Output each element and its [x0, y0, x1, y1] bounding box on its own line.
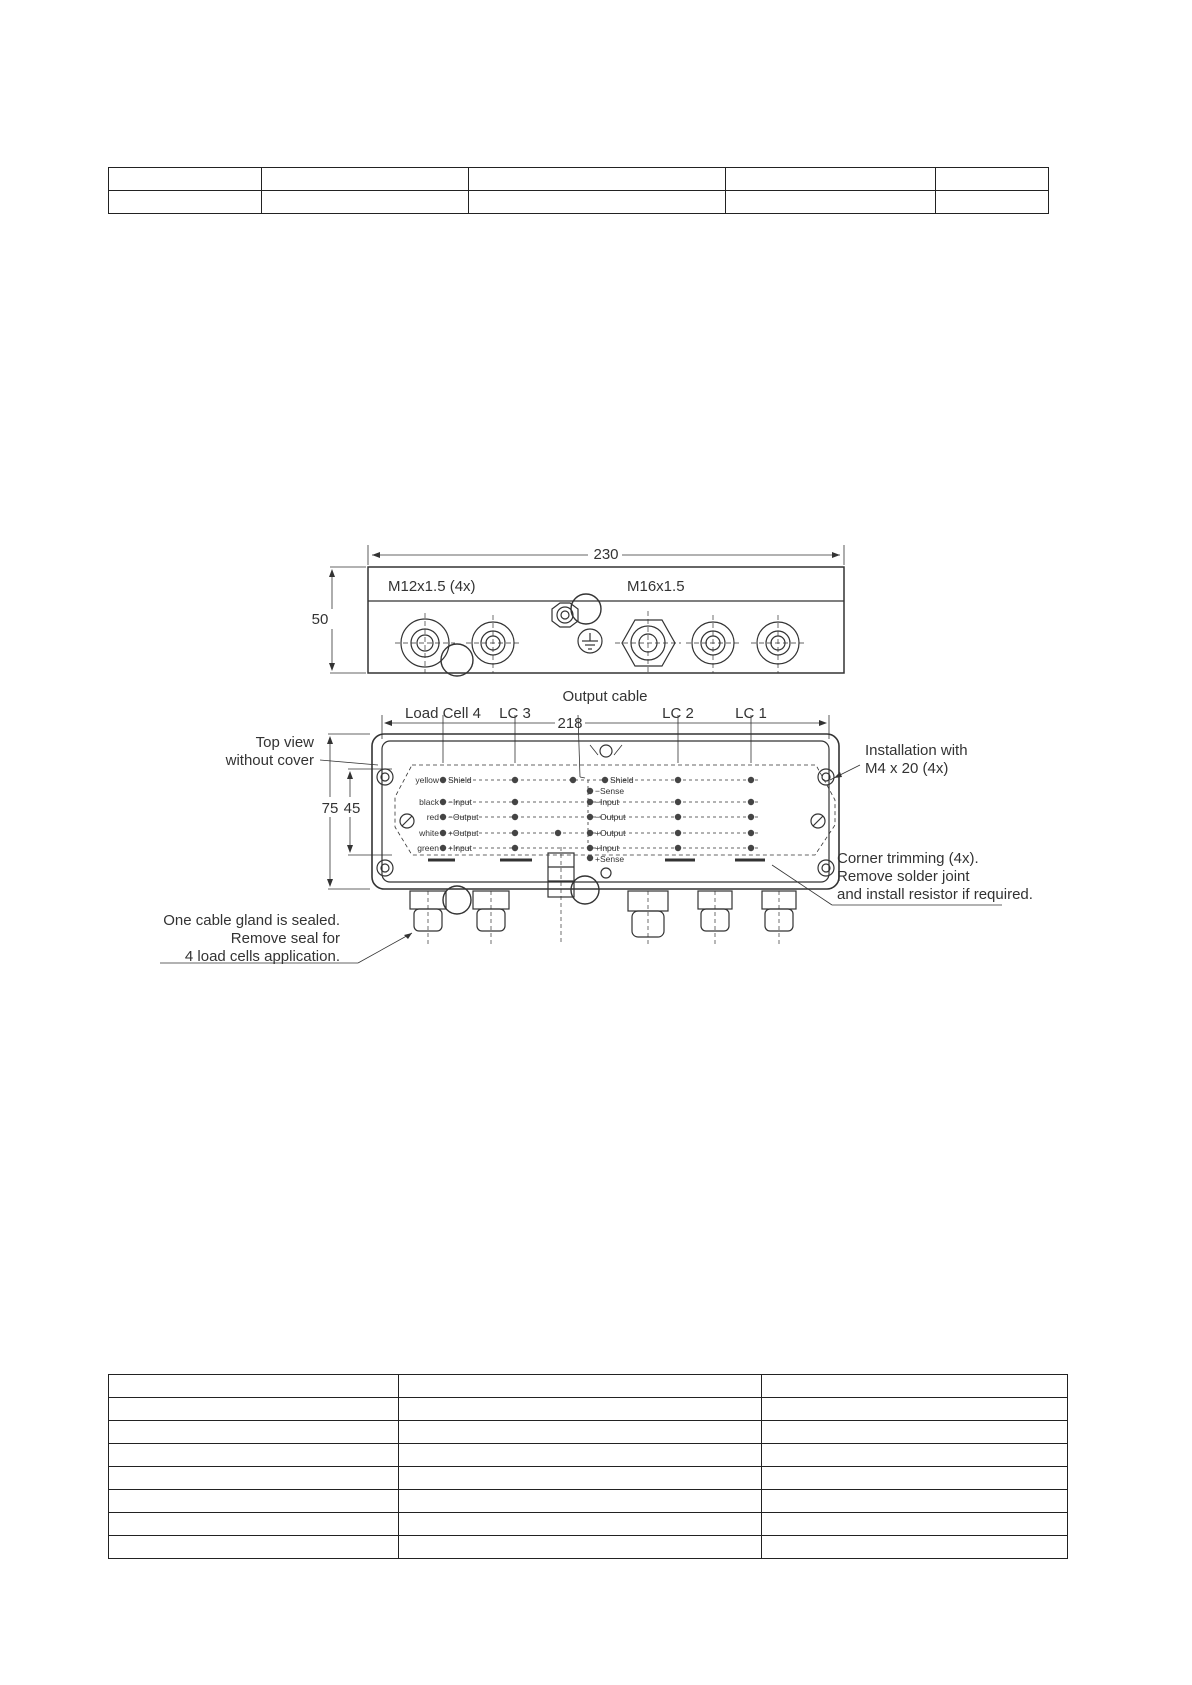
installation-label: Installation with — [865, 742, 968, 759]
table-cell — [762, 1398, 1068, 1421]
table-cell — [399, 1444, 762, 1467]
table-cell — [109, 1444, 399, 1467]
output-cable-label: Output cable — [562, 688, 648, 705]
load-cell-4-label: Load Cell 4 — [405, 705, 481, 722]
table-row — [109, 1467, 1068, 1490]
top-view-label: Top view — [255, 734, 314, 751]
table-cell — [469, 168, 726, 191]
right-terminal-minus-output: −Output — [595, 812, 626, 822]
table-cell — [109, 1513, 399, 1536]
table-row — [109, 1375, 1068, 1398]
gland-highlight-circle — [441, 644, 473, 676]
right-terminal-shield: Shield — [610, 775, 634, 785]
table-cell — [399, 1490, 762, 1513]
table-cell — [399, 1467, 762, 1490]
table-cell — [399, 1398, 762, 1421]
right-terminal-plus-sense: +Sense — [595, 854, 625, 864]
four-cells-label: 4 load cells application. — [184, 948, 340, 965]
table-row — [109, 1398, 1068, 1421]
junction-box-drawing — [160, 535, 1040, 975]
right-terminal-plus-output: +Output — [595, 828, 626, 838]
screw-spec-label: M4 x 20 (4x) — [865, 760, 949, 777]
table-cell — [399, 1421, 762, 1444]
left-terminal-plus-output: +Output — [448, 828, 479, 838]
table-cell — [109, 191, 262, 214]
right-terminal-minus-input: −Input — [595, 797, 619, 807]
table-cell — [469, 191, 726, 214]
left-terminal-plus-input: +Input — [448, 843, 472, 853]
table-row — [109, 1536, 1068, 1559]
table-row — [109, 1421, 1068, 1444]
table-cell — [936, 168, 1049, 191]
table-cell — [762, 1444, 1068, 1467]
dim-45: 45 — [343, 800, 361, 817]
ground-screw — [552, 594, 602, 653]
remove-seal-label: Remove seal for — [230, 930, 340, 947]
wire-color-black: black — [419, 797, 439, 807]
table-row — [109, 191, 1049, 214]
side-view — [329, 545, 844, 676]
side-gland-m12-3 — [686, 615, 740, 673]
table-row — [109, 1490, 1068, 1513]
table-cell — [399, 1375, 762, 1398]
gland-sealed-label: One cable gland is sealed. — [163, 912, 340, 929]
table-cell — [109, 1398, 399, 1421]
table-cell — [762, 1513, 1068, 1536]
side-gland-m12-1 — [395, 613, 455, 673]
left-terminal-minus-output: −Output — [448, 812, 479, 822]
table-row — [109, 168, 1049, 191]
table-cell — [262, 168, 469, 191]
top-table — [108, 167, 1049, 214]
table-cell — [762, 1536, 1068, 1559]
install-resistor-label: and install resistor if required. — [837, 886, 1033, 903]
table-cell — [936, 191, 1049, 214]
wire-color-red: red — [426, 812, 439, 822]
left-terminal-shield: Shield — [448, 775, 472, 785]
table-cell — [762, 1467, 1068, 1490]
table-cell — [262, 191, 469, 214]
table-cell — [109, 1421, 399, 1444]
lc3-label: LC 3 — [499, 705, 531, 722]
table-cell — [109, 1490, 399, 1513]
dim-230: 230 — [593, 546, 619, 563]
wire-color-yellow: yellow — [415, 775, 439, 785]
dim-218: 218 — [557, 715, 583, 732]
table-cell — [399, 1536, 762, 1559]
lc1-label: LC 1 — [735, 705, 767, 722]
side-gland-m12-4 — [751, 615, 805, 673]
left-terminal-minus-input: −Input — [448, 797, 472, 807]
right-terminal-minus-sense: −Sense — [595, 786, 625, 796]
wire-color-green: green — [417, 843, 439, 853]
table-cell — [109, 1536, 399, 1559]
bottom-table — [108, 1374, 1068, 1559]
gland-m12-label: M12x1.5 (4x) — [388, 578, 476, 595]
without-cover-label: without cover — [225, 752, 314, 769]
table-cell — [762, 1490, 1068, 1513]
side-gland-m16 — [615, 611, 681, 673]
table-cell — [109, 1375, 399, 1398]
wire-color-white: white — [419, 828, 439, 838]
table-cell — [726, 191, 936, 214]
right-terminal-plus-input: +Input — [595, 843, 619, 853]
table-cell — [399, 1513, 762, 1536]
gland-m16-label: M16x1.5 — [627, 578, 685, 595]
remove-solder-label: Remove solder joint — [837, 868, 970, 885]
table-cell — [109, 1467, 399, 1490]
table-cell — [726, 168, 936, 191]
corner-trimming-label: Corner trimming (4x). — [837, 850, 979, 867]
lc2-label: LC 2 — [662, 705, 694, 722]
table-row — [109, 1444, 1068, 1467]
table-cell — [109, 168, 262, 191]
dim-50: 50 — [311, 611, 329, 628]
table-row — [109, 1513, 1068, 1536]
dim-75: 75 — [321, 800, 339, 817]
table-cell — [762, 1421, 1068, 1444]
table-cell — [762, 1375, 1068, 1398]
side-gland-m12-2 — [466, 615, 520, 673]
